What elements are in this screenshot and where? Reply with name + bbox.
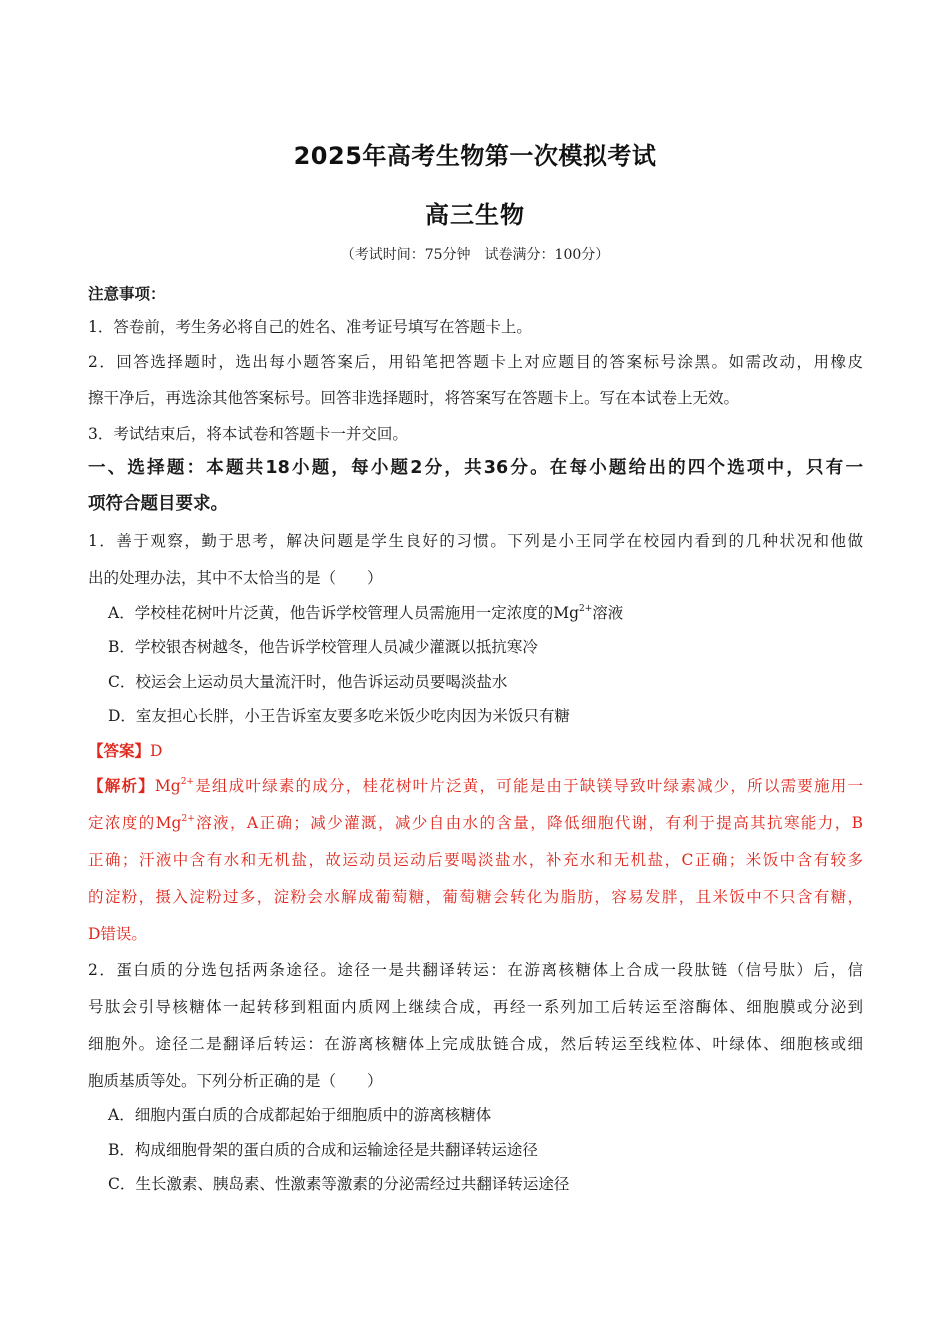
q1-analysis-line: 正确；汗液中含有水和无机盐，故运动员运动后要喝淡盐水，补充水和无机盐，C正确；米饭中含有较多 (88, 851, 863, 869)
exam-title: 2025年高考生物第一次模拟考试 (293, 142, 657, 170)
superscript: 2+ (180, 777, 194, 787)
subject-title: 高三生物 (425, 201, 525, 229)
section-heading-cont: 项符合题目要求。 (88, 494, 228, 514)
answer-label: 【答案】 (88, 741, 151, 760)
q1-analysis-line (88, 813, 863, 833)
q1-option-b: B．学校银杏树越冬，他告诉学校管理人员减少灌溉以抵抗寒冷 (108, 638, 538, 656)
exam-info: （考试时间：75分钟 试卷满分：100分） (340, 247, 610, 263)
q1-option-d: D．室友担心长胖，小王告诉室友要多吃米饭少吃肉因为米饭只有糖 (108, 707, 570, 725)
q1-option-a (108, 603, 883, 623)
q2-stem-cont: 胞质基质等处。下列分析正确的是（ ） (88, 1072, 383, 1090)
q2-option-b: B．构成细胞骨架的蛋白质的合成和运输途径是共翻译转运途径 (108, 1141, 538, 1159)
analysis-text: Mg (154, 777, 181, 795)
q1-analysis-line: D错误。 (88, 925, 147, 943)
q2-stem: 2．蛋白质的分选包括两条途径。途径一是共翻译转运：在游离核糖体上合成一段肽链（信号肽）后，信 (88, 961, 863, 979)
q1-option-a-text-end: 溶液 (592, 604, 624, 622)
q2-option-c: C．生长激素、胰岛素、性激素等激素的分泌需经过共翻译转运途径 (108, 1175, 570, 1193)
note-item: 1．答卷前，考生务必将自己的姓名、准考证号填写在答题卡上。 (88, 318, 532, 336)
q1-option-c: C．校运会上运动员大量流汗时，他告诉运动员要喝淡盐水 (108, 673, 508, 691)
analysis-text: 是组成叶绿素的成分，桂花树叶片泛黄，可能是由于缺镁导致叶绿素减少，所以需要施用一 (193, 777, 863, 795)
q2-option-a: A．细胞内蛋白质的合成都起始于细胞质中的游离核糖体 (108, 1106, 492, 1124)
superscript: 2+ (579, 604, 593, 614)
superscript: 2+ (181, 814, 195, 824)
q1-answer (88, 741, 863, 761)
q1-stem: 1．善于观察，勤于思考，解决问题是学生良好的习惯。下列是小王同学在校园内看到的几种状况和他做 (88, 532, 863, 550)
note-item: 3．考试结束后，将本试卷和答题卡一并交回。 (88, 425, 408, 443)
note-item: 2．回答选择题时，选出每小题答案后，用铅笔把答题卡上对应题目的答案标号涂黑。如需改动，用橡皮 (88, 353, 863, 371)
note-item: 擦干净后，再选涂其他答案标号。回答非选择题时，将答案写在答题卡上。写在本试卷上无效。 (88, 389, 740, 407)
q2-stem-cont: 号肽会引导核糖体一起转移到粗面内质网上继续合成，再经一系列加工后转运至溶酶体、细胞膜或分泌到 (88, 998, 863, 1016)
answer-value: D (150, 742, 163, 760)
q1-option-a-text: A．学校桂花树叶片泛黄，他告诉学校管理人员需施用一定浓度的Mg (108, 604, 579, 622)
q1-stem-cont: 出的处理办法，其中不太恰当的是（ ） (88, 569, 383, 587)
q2-stem-cont: 细胞外。途径二是翻译后转运：在游离核糖体上完成肽链合成，然后转运至线粒体、叶绿体、细胞核或细 (88, 1035, 863, 1053)
q1-analysis-line: 的淀粉，摄入淀粉过多，淀粉会水解成葡萄糖，葡萄糖会转化为脂肪，容易发胖，且米饭中不只含有糖， (88, 888, 863, 906)
notes-heading: 注意事项： (88, 285, 166, 303)
analysis-label: 【解析】 (88, 776, 155, 795)
section-heading: 一、选择题：本题共18小题，每小题2分，共36分。在每小题给出的四个选项中，只有一 (88, 458, 863, 478)
analysis-text: 定浓度的Mg (88, 814, 182, 832)
q1-analysis (88, 776, 863, 796)
analysis-text: 溶液，A正确；减少灌溉，减少自由水的含量，降低细胞代谢，有利于提高其抗寒能力，B (194, 814, 863, 832)
